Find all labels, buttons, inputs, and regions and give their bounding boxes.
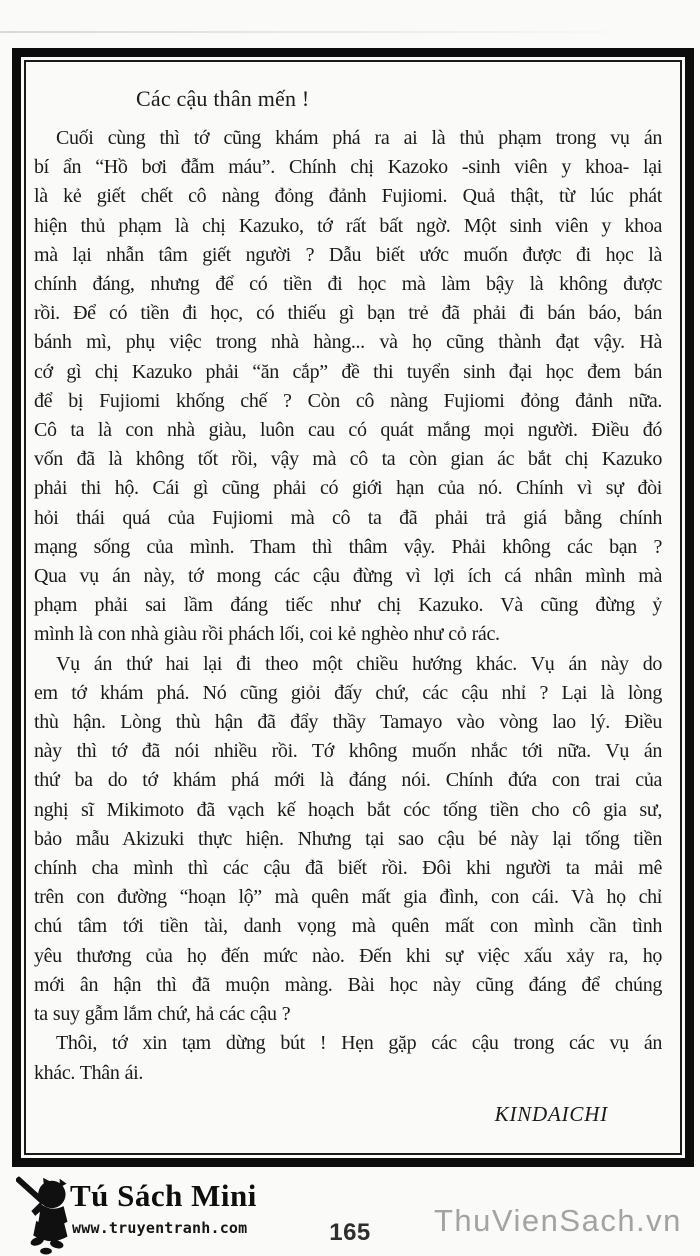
publisher-name: Tú Sách Mini [70, 1178, 257, 1213]
letter-line: chính cha mình thì các cậu đã biết rồi. Đôi khi người ta mải mê [34, 857, 662, 880]
letter-line: rồi. Để có tiền đi học, có thiếu gì bạn trẻ đã phải đi bán báo, bán [34, 302, 662, 325]
letter-line: ta suy gẫm lắm chứ, hả các cậu ? [34, 1003, 291, 1026]
letter-line: bí ẩn “Hồ bơi đẫm máu”. Chính chị Kazoko -sinh viên y khoa- lại [34, 156, 662, 179]
publisher-website: www.truyentranh.com [72, 1219, 248, 1237]
letter-line: em tớ khám phá. Nó cũng giỏi đấy chứ, các cậu nhỉ ? Lại là lòng [34, 681, 662, 704]
mascot-logo-icon [16, 1170, 76, 1256]
letter-line: mà lại nhẫn tâm giết người ? Dẫu biết ước muốn được đi học là [34, 243, 662, 266]
letter-line: là kẻ giết chết cô nàng đỏng đảnh Fujiomi. Quả thật, từ lúc phát [34, 185, 662, 208]
letter-line: Cô ta là con nhà giàu, luôn cau có quát mắng mọi người. Điều đó [34, 419, 662, 442]
letter-line: mạng sống của mình. Tham thì thâm vậy. Phải không các bạn ? [34, 535, 662, 558]
letter-line: khác. Thân ái. [34, 1061, 144, 1084]
letter-line: này thì tớ đã nói nhiều rồi. Tớ không muốn nhắc tới nữa. Vụ án [34, 740, 662, 763]
letter-salutation: Các cậu thân mến ! [136, 86, 310, 111]
letter-line: hiện thủ phạm là chị Kazuko, tớ rất bất ngờ. Một sinh viên y khoa [34, 214, 662, 237]
footer [0, 1167, 700, 1256]
letter-line: Vụ án thứ hai lại đi theo một chiều hướng khác. Vụ án này do [56, 652, 662, 675]
letter-line: Thôi, tớ xin tạm dừng bút ! Hẹn gặp các cậu trong các vụ án [56, 1032, 662, 1055]
letter-line: nghị sĩ Mikimoto đã vạch kế hoạch bắt cóc tống tiền cho cô gia sư, [34, 798, 662, 821]
letter-signature: KINDAICHI [494, 1101, 608, 1126]
letter-line: phạm phải sai lầm đáng tiếc như chị Kazuko. Và cũng đừng ỷ [34, 594, 662, 617]
page-number: 165 [329, 1219, 371, 1246]
letter-line: Cuối cùng thì tớ cũng khám phá ra ai là thủ phạm trong vụ án [56, 127, 662, 149]
letter-line: mới ân hận thì đã muộn màng. Bài học này cũng đáng để chúng [34, 973, 662, 996]
letter-line: để bị Fujiomi khống chế ? Còn cô nàng Fujiomi đỏng đảnh nữa. [34, 389, 662, 412]
letter [34, 60, 662, 1150]
letter-line: thứ ba do tớ khám phá mới là đáng nói. Chính đứa con trai của [34, 769, 662, 792]
letter-line: bánh mì, phụ việc trong nhà hàng... và họ cũng thành đạt vậy. Hà [34, 331, 662, 354]
letter-body [34, 124, 662, 1088]
letter-paragraph [34, 124, 662, 650]
letter-line: vốn đã là không tốt rồi, vậy mà cô ta còn gian ác bắt chị Kazuko [34, 448, 662, 471]
watermark: ThuVienSach.vn [434, 1203, 682, 1238]
letter-paragraph [34, 1029, 662, 1087]
letter-line: chính đáng, nhưng để có tiền đi học mà làm bậy là không được [34, 273, 662, 296]
letter-line: yêu thương của họ đến mức nào. Đến khi sự việc xấu xảy ra, họ [34, 944, 662, 967]
letter-line: mình là con nhà giàu rồi phách lối, coi kẻ nghèo như cỏ rác. [34, 623, 500, 646]
letter-line: bảo mẫu Akizuki thực hiện. Nhưng tại sao cậu bé này lại tống tiền [34, 827, 662, 850]
scan-artifact-line [0, 31, 648, 33]
letter-line: chú tâm tới tiền tài, danh vọng mà quên mất con mình cần tình [34, 915, 662, 938]
letter-line: cớ gì chị Kazuko phải “ăn cắp” đề thi tuyển sinh đại học đem bán [34, 360, 662, 383]
letter-paragraph [34, 650, 662, 1030]
letter-line: hỏi thái quá của Fujiomi mà cô ta đã phải trả giá bằng chính [34, 506, 662, 529]
letter-line: phải thi hộ. Cái gì cũng phải có giới hạn của nó. Chính vì sự đòi [34, 477, 662, 500]
letter-line: Qua vụ án này, tớ mong các cậu đừng vì lợi ích cá nhân mình mà [34, 565, 662, 588]
letter-line: thù hận. Lòng thù hận đã đẩy thầy Tamayo vào vòng lao lý. Điều [34, 711, 662, 734]
letter-line: trên con đường “hoạn lộ” mà quên mất gia đình, con cái. Và họ chỉ [34, 886, 662, 909]
